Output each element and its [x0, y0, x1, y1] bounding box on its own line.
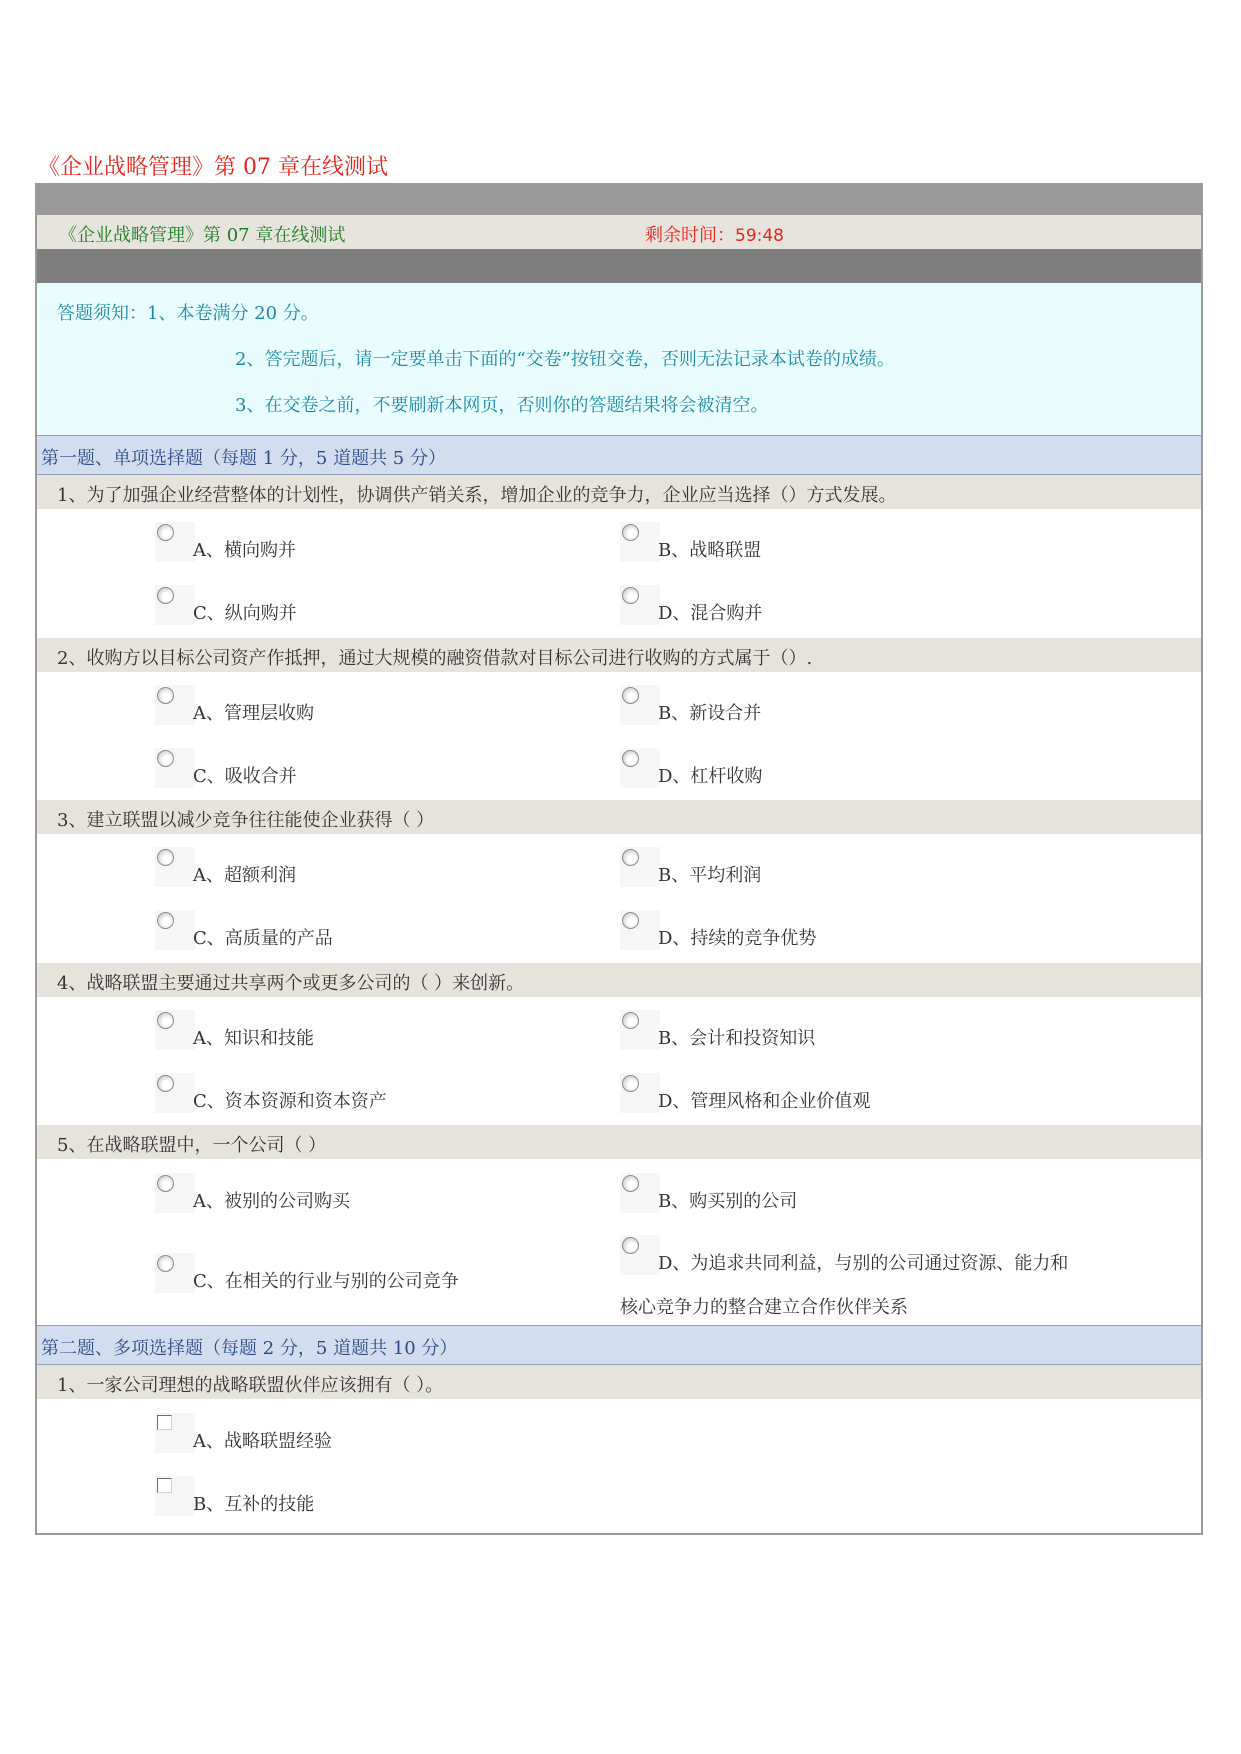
radio-button[interactable] — [622, 1012, 639, 1029]
option-label: A、横向购并 — [193, 540, 296, 561]
question-text: 1、为了加强企业经营整体的计划性，协调供产销关系，增加企业的竞争力，企业应当选择（）方式发展。 — [57, 485, 897, 506]
radio-button[interactable] — [622, 524, 639, 541]
option-label: A、超额利润 — [193, 865, 296, 886]
page-title: 《企业战略管理》第 07 章在线测试 — [38, 155, 388, 180]
option-q5-d-continuation: 核心竞争力的整合建立合作伙伴关系 — [620, 1297, 908, 1318]
option-label: D、持续的竞争优势 — [658, 928, 817, 949]
option-label: A、知识和技能 — [193, 1028, 314, 1049]
radio-button[interactable] — [157, 524, 174, 541]
exam-title: 《企业战略管理》第 07 章在线测试 — [59, 225, 346, 246]
question-row — [37, 1365, 1201, 1399]
option-label: C、资本资源和资本资产 — [193, 1091, 387, 1112]
option-label: B、购买别的公司 — [658, 1191, 798, 1212]
instruction-line-2: 2、答完题后，请一定要单击下面的“交卷”按钮交卷，否则无法记录本试卷的成绩。 — [235, 349, 895, 370]
option-label: C、高质量的产品 — [193, 928, 333, 949]
radio-button[interactable] — [157, 1012, 174, 1029]
timer-value: 59:48 — [735, 226, 784, 246]
question-text: 5、在战略联盟中，一个公司（ ） — [57, 1135, 327, 1156]
option-label: B、战略联盟 — [658, 540, 762, 561]
question-row — [37, 1125, 1201, 1159]
radio-button[interactable] — [157, 1075, 174, 1092]
radio-button[interactable] — [622, 687, 639, 704]
option-label: D、混合购并 — [658, 603, 763, 624]
checkbox[interactable] — [157, 1415, 172, 1430]
section-title: 第二题、多项选择题（每题 2 分，5 道题共 10 分） — [41, 1338, 458, 1359]
exam-frame — [35, 183, 1203, 1535]
instruction-line-3: 3、在交卷之前，不要刷新本网页，否则你的答题结果将会被清空。 — [235, 395, 769, 416]
radio-button[interactable] — [157, 849, 174, 866]
option-label: C、在相关的行业与别的公司竞争 — [193, 1271, 459, 1292]
checkbox[interactable] — [157, 1478, 172, 1493]
radio-button[interactable] — [157, 750, 174, 767]
instruction-line-1: 答题须知：1、本卷满分 20 分。 — [57, 303, 319, 324]
question-text: 3、建立联盟以减少竞争往往能使企业获得（ ） — [57, 810, 435, 831]
top-bar — [37, 185, 1201, 215]
option-label: D、杠杆收购 — [658, 766, 763, 787]
section-multiple-choice — [37, 1325, 1201, 1365]
radio-button[interactable] — [157, 912, 174, 929]
radio-button[interactable] — [157, 587, 174, 604]
countdown-timer — [645, 221, 784, 247]
option-label: B、会计和投资知识 — [658, 1028, 816, 1049]
option-label: D、管理风格和企业价值观 — [658, 1091, 871, 1112]
option-label: D、为追求共同利益，与别的公司通过资源、能力和 — [658, 1253, 1069, 1274]
radio-button[interactable] — [622, 912, 639, 929]
option-label: B、新设合并 — [658, 703, 762, 724]
section-title: 第一题、单项选择题（每题 1 分，5 道题共 5 分） — [41, 448, 446, 469]
dark-bar — [37, 249, 1201, 283]
option-label: B、平均利润 — [658, 865, 762, 886]
exam-header — [37, 215, 1201, 249]
section-single-choice — [37, 435, 1201, 475]
radio-button[interactable] — [622, 849, 639, 866]
option-label: A、被别的公司购买 — [193, 1191, 350, 1212]
radio-button[interactable] — [622, 587, 639, 604]
option-label: C、吸收合并 — [193, 766, 297, 787]
radio-button[interactable] — [622, 1075, 639, 1092]
radio-button[interactable] — [157, 1255, 174, 1272]
question-row — [37, 963, 1201, 997]
radio-button[interactable] — [157, 687, 174, 704]
radio-button[interactable] — [622, 1175, 639, 1192]
question-text: 4、战略联盟主要通过共享两个或更多公司的（ ）来创新。 — [57, 973, 525, 994]
question-text: 1、一家公司理想的战略联盟伙伴应该拥有（ ）。 — [57, 1375, 444, 1396]
radio-button[interactable] — [622, 1237, 639, 1254]
radio-button[interactable] — [157, 1175, 174, 1192]
timer-label: 剩余时间： — [645, 225, 735, 246]
question-row — [37, 475, 1201, 509]
radio-button[interactable] — [622, 750, 639, 767]
option-label: A、战略联盟经验 — [193, 1431, 332, 1452]
question-row — [37, 800, 1201, 834]
option-label: B、互补的技能 — [193, 1494, 315, 1515]
instructions-panel — [37, 283, 1201, 435]
question-text: 2、收购方以目标公司资产作抵押，通过大规模的融资借款对目标公司进行收购的方式属于（）. — [57, 648, 813, 669]
option-label: C、纵向购并 — [193, 603, 297, 624]
question-row — [37, 638, 1201, 672]
option-label: A、管理层收购 — [193, 703, 314, 724]
